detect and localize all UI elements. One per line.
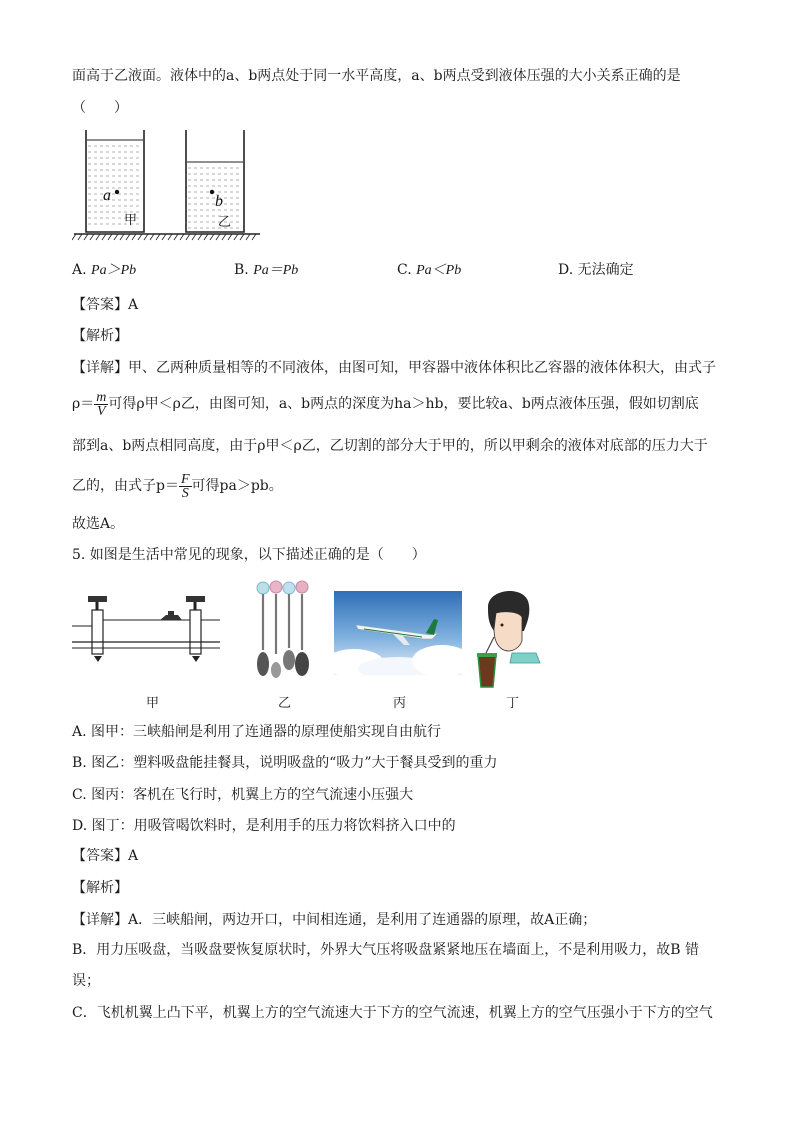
q4-conclusion: 故选A。 — [72, 516, 125, 532]
q4-stem-line1: 面高于乙液面。液体中的a、b两点处于同一水平高度，a、b两点受到液体压强的大小关系正确的是 — [72, 68, 681, 84]
q4-label-a: a — [103, 187, 111, 204]
q5-analysis-heading: 【解析】 — [72, 880, 128, 896]
q4-option-b: B. Pa＝Pb — [234, 262, 299, 278]
q5-caption-jia: 甲 — [146, 696, 160, 711]
q4-detail-line2: ρ＝ $\frac{m}{V}$ 可得ρ甲＜ρ乙，由图可知，a、b两点的深度为ha＞hb，要比较a、b两点液体压强，假如切割底 — [72, 389, 699, 419]
q5-figure-jia-ship-lock — [72, 590, 220, 664]
q5-caption-bing: 丙 — [393, 696, 407, 711]
q5-option-a: A. 图甲：三峡船闸是利用了连通器的原理使船实现自由航行 — [72, 724, 442, 740]
q4-detail-line3: 部到a、b两点相同高度，由于ρ甲＜ρ乙，乙切割的部分大于甲的，所以甲剩余的液体对底部的压力大于 — [72, 438, 708, 454]
q5-detail-line1: 【详解】A．三峡船闸，两边开口，中间相连通，是利用了连通器的原理，故A正确； — [72, 912, 597, 928]
q5-answer: 【答案】A — [72, 848, 139, 864]
q4-detail-line4: 乙的，由式子p＝ $\frac{F}{S}$ 可得pa＞pb。 — [72, 471, 283, 501]
q4-option-d: D. 无法确定 — [558, 262, 634, 278]
q5-option-c: C. 图丙：客机在飞行时，机翼上方的空气流速小压强大 — [72, 787, 414, 803]
q5-figure-bing-airplane — [334, 591, 462, 675]
q4-containers-figure — [72, 126, 262, 242]
q5-stem: 5. 如图是生活中常见的现象，以下描述正确的是（ ） — [72, 547, 426, 563]
q5-caption-yi: 乙 — [278, 696, 292, 711]
q5-figure-yi-suction-hooks — [254, 578, 312, 684]
q4-label-jia: 甲 — [124, 213, 138, 228]
q4-answer: 【答案】A — [72, 297, 139, 313]
q5-caption-ding: 丁 — [506, 696, 520, 711]
q4-label-yi: 乙 — [218, 215, 232, 230]
q5-detail-line3: 误； — [72, 973, 100, 989]
q5-detail-line2: B．用力压吸盘，当吸盘要恢复原状时，外界大气压将吸盘紧紧地压在墙面上，不是利用吸力，故B 错 — [72, 942, 700, 958]
q5-detail-line4: C．飞机机翼上凸下平，机翼上方的空气流速大于下方的空气流速，机翼上方的空气压强小于下方的空气 — [72, 1005, 713, 1021]
q4-label-b: b — [215, 193, 223, 210]
q4-stem-line2: （ ） — [72, 100, 128, 116]
q4-option-a: A. Pa＞Pb — [72, 262, 137, 278]
q5-figure-ding-boy-straw — [474, 583, 548, 691]
q5-option-d: D. 图丁：用吸管喝饮料时，是利用手的压力将饮料挤入口中的 — [72, 818, 456, 834]
q4-option-c: C. Pa＜Pb — [397, 262, 462, 278]
q5-option-b: B. 图乙：塑料吸盘能挂餐具，说明吸盘的“吸力”大于餐具受到的重力 — [72, 755, 498, 771]
q4-fraction-m-v: $\frac{m}{V}$ — [96, 389, 107, 419]
q4-analysis-heading: 【解析】 — [72, 328, 128, 344]
q4-fraction-f-s: $\frac{F}{S}$ — [180, 471, 190, 501]
q4-detail-line1: 【详解】甲、乙两种质量相等的不同液体，由图可知，甲容器中液体体积比乙容器的液体体积大，由式子 — [72, 360, 716, 376]
